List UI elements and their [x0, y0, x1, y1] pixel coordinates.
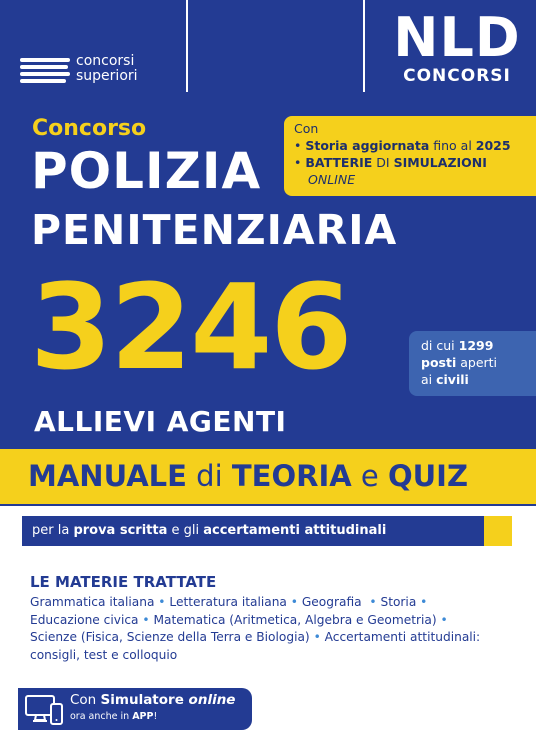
books-stack-icon: [20, 58, 72, 84]
extras-con: Con: [294, 121, 319, 136]
extras-item2: • BATTERIE DI SIMULAZIONI: [294, 155, 487, 170]
concorsi-superiori-logo: [20, 54, 180, 88]
allievi-agenti: ALLIEVI AGENTI: [34, 405, 287, 438]
posts-number: 3246: [30, 258, 351, 396]
materie-row3: Scienze (Fisica, Scienze della Terra e Biologia) • Accertamenti attitudinali: consigli, test e colloquio: [30, 630, 481, 662]
title-line2: PENITENZIARIA: [31, 206, 398, 254]
simulator-text: Con Simulatore online: [70, 692, 236, 708]
manual-title: MANUALE di TEORIA e QUIZ: [28, 459, 468, 493]
simulator-subtext: ora anche in APP!: [70, 711, 158, 722]
divider-line: [363, 0, 365, 92]
materie-row2: Educazione civica • Matematica (Aritmetica, Algebra e Geometria) •: [30, 612, 448, 627]
materie-title: LE MATERIE TRATTATE: [30, 573, 217, 591]
publisher-line1: concorsi: [76, 53, 135, 69]
extras-item1: • Storia aggiornata fino al 2025: [294, 138, 511, 153]
materie-row1: Grammatica italiana • Letteratura italiana • Geografia • Storia •: [30, 595, 428, 609]
posti-line1: di cui 1299: [421, 338, 494, 353]
simulator-badge: [18, 688, 252, 730]
posti-line2: posti aperti: [421, 355, 498, 370]
extras-online: ONLINE: [308, 172, 356, 187]
concorso-label: Concorso: [32, 116, 147, 141]
materie-list: [30, 594, 506, 664]
publisher-line2: superiori: [76, 68, 138, 84]
nld-wordmark: NLD: [393, 6, 521, 69]
posti-line3: ai civili: [421, 372, 469, 387]
computer-phone-icon: [24, 694, 64, 726]
publisher-name: [76, 54, 138, 84]
nld-logo: [384, 8, 530, 86]
title-line1: POLIZIA: [31, 142, 262, 200]
posti-civili-box: [409, 331, 536, 396]
nld-subtitle: CONCORSI: [403, 66, 511, 86]
prova-text: per la prova scritta e gli accertamenti attitudinali: [32, 523, 387, 538]
divider-line: [186, 0, 188, 92]
extras-box: [284, 116, 536, 196]
